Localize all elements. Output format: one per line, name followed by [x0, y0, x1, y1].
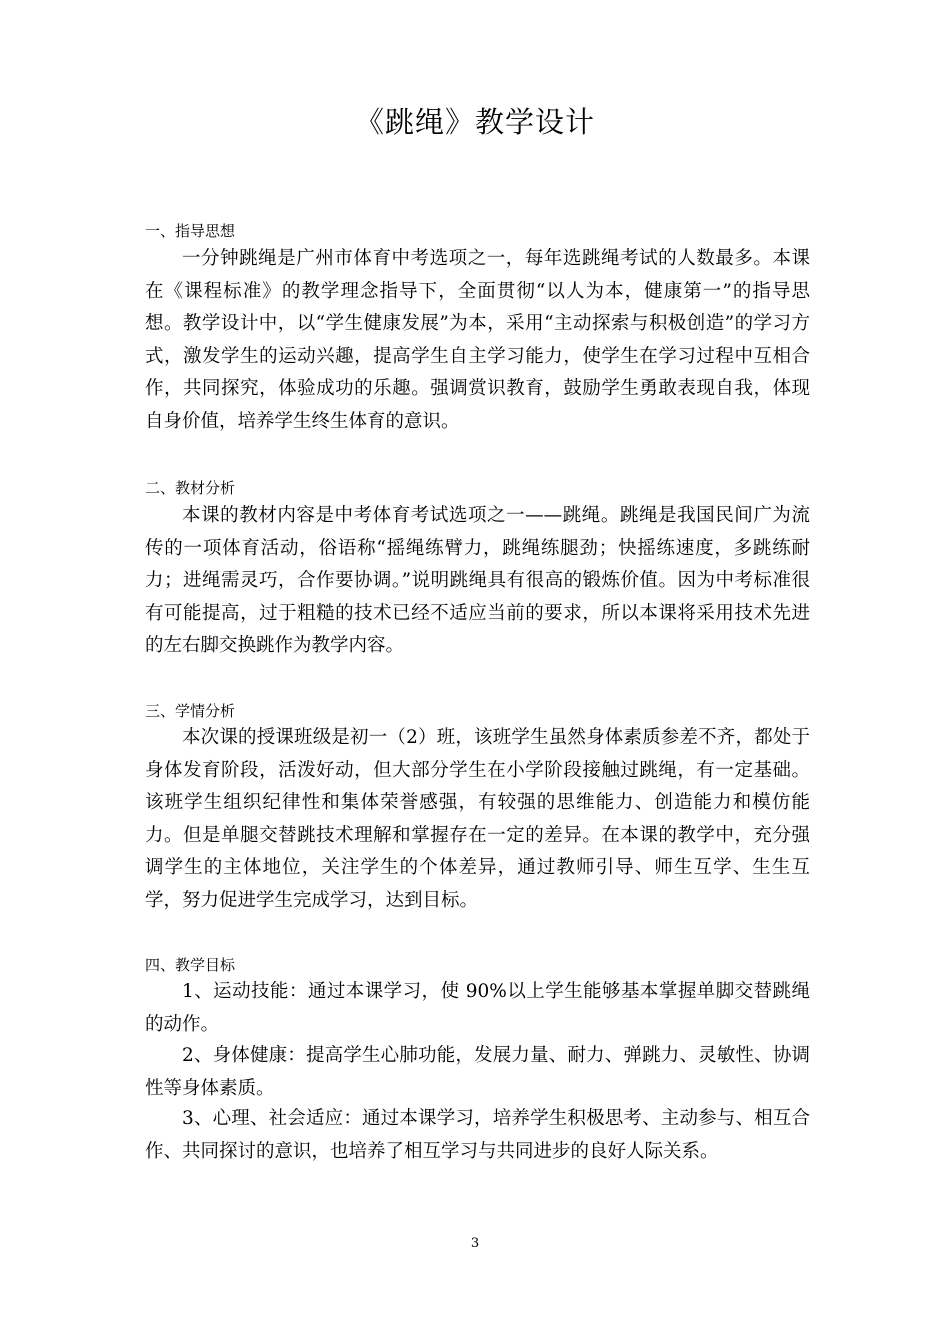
page-number: 3	[470, 1236, 480, 1251]
paragraph-student-analysis: 本次课的授课班级是初一（2）班，该班学生虽然身体素质参差不齐，都处于身体发育阶段，活泼好动，但大部分学生在小学阶段接触过跳绳，有一定基础。该班学生组织纪律性和集体荣誉感强，有较强的思维能力、创造能力和模仿能力。但是单腿交替跳技术理解和掌握存在一定的差异。在本课的教学中，充分强调学生的主体地位，关注学生的个体差异，通过教师引导、师生互学、生生互学，努力促进学生完成学习，达到目标。	[145, 727, 810, 911]
section-heading-teaching-objectives: 四、教学目标	[145, 956, 236, 974]
paragraph-material-analysis: 本课的教材内容是中考体育考试选项之一——跳绳。跳绳是我国民间广为流传的一项体育活动，俗语称“摇绳练臂力，跳绳练腿劲；快摇练速度，多跳练耐力；进绳需灵巧，合作要协调。”说明跳绳具有很高的锻炼价值。因为中考标准很有可能提高，过于粗糙的技术已经不适应当前的要求，所以本课将采用技术先进的左右脚交换跳作为教学内容。	[145, 505, 810, 656]
objective-motor-skills: 1、运动技能：通过本课学习，使 90%以上学生能够基本掌握单脚交替跳绳的动作。	[145, 981, 810, 1035]
objective-social-adaptation: 3、心理、社会适应：通过本课学习，培养学生积极思考、主动参与、相互合作、共同探讨的意识，也培养了相互学习与共同进步的良好人际关系。	[145, 1108, 810, 1162]
document-title: 《跳绳》教学设计	[354, 105, 595, 139]
section-heading-material-analysis: 二、教材分析	[145, 479, 236, 497]
paragraph-guiding-thought: 一分钟跳绳是广州市体育中考选项之一，每年选跳绳考试的人数最多。本课在《课程标准》的教学理念指导下，全面贯彻“以人为本，健康第一”的指导思想。教学设计中，以“学生健康发展”为本，采用“主动探索与积极创造”的学习方式，激发学生的运动兴趣，提高学生自主学习能力，使学生在学习过程中互相合作，共同探究，体验成功的乐趣。强调赏识教育，鼓励学生勇敢表现自我，体现自身价值，培养学生终生体育的意识。	[145, 248, 810, 432]
section-heading-student-analysis: 三、学情分析	[145, 702, 236, 720]
section-heading-guiding-thought: 一、指导思想	[145, 222, 236, 240]
objective-physical-health: 2、身体健康：提高学生心肺功能，发展力量、耐力、弹跳力、灵敏性、协调性等身体素质。	[145, 1045, 810, 1099]
